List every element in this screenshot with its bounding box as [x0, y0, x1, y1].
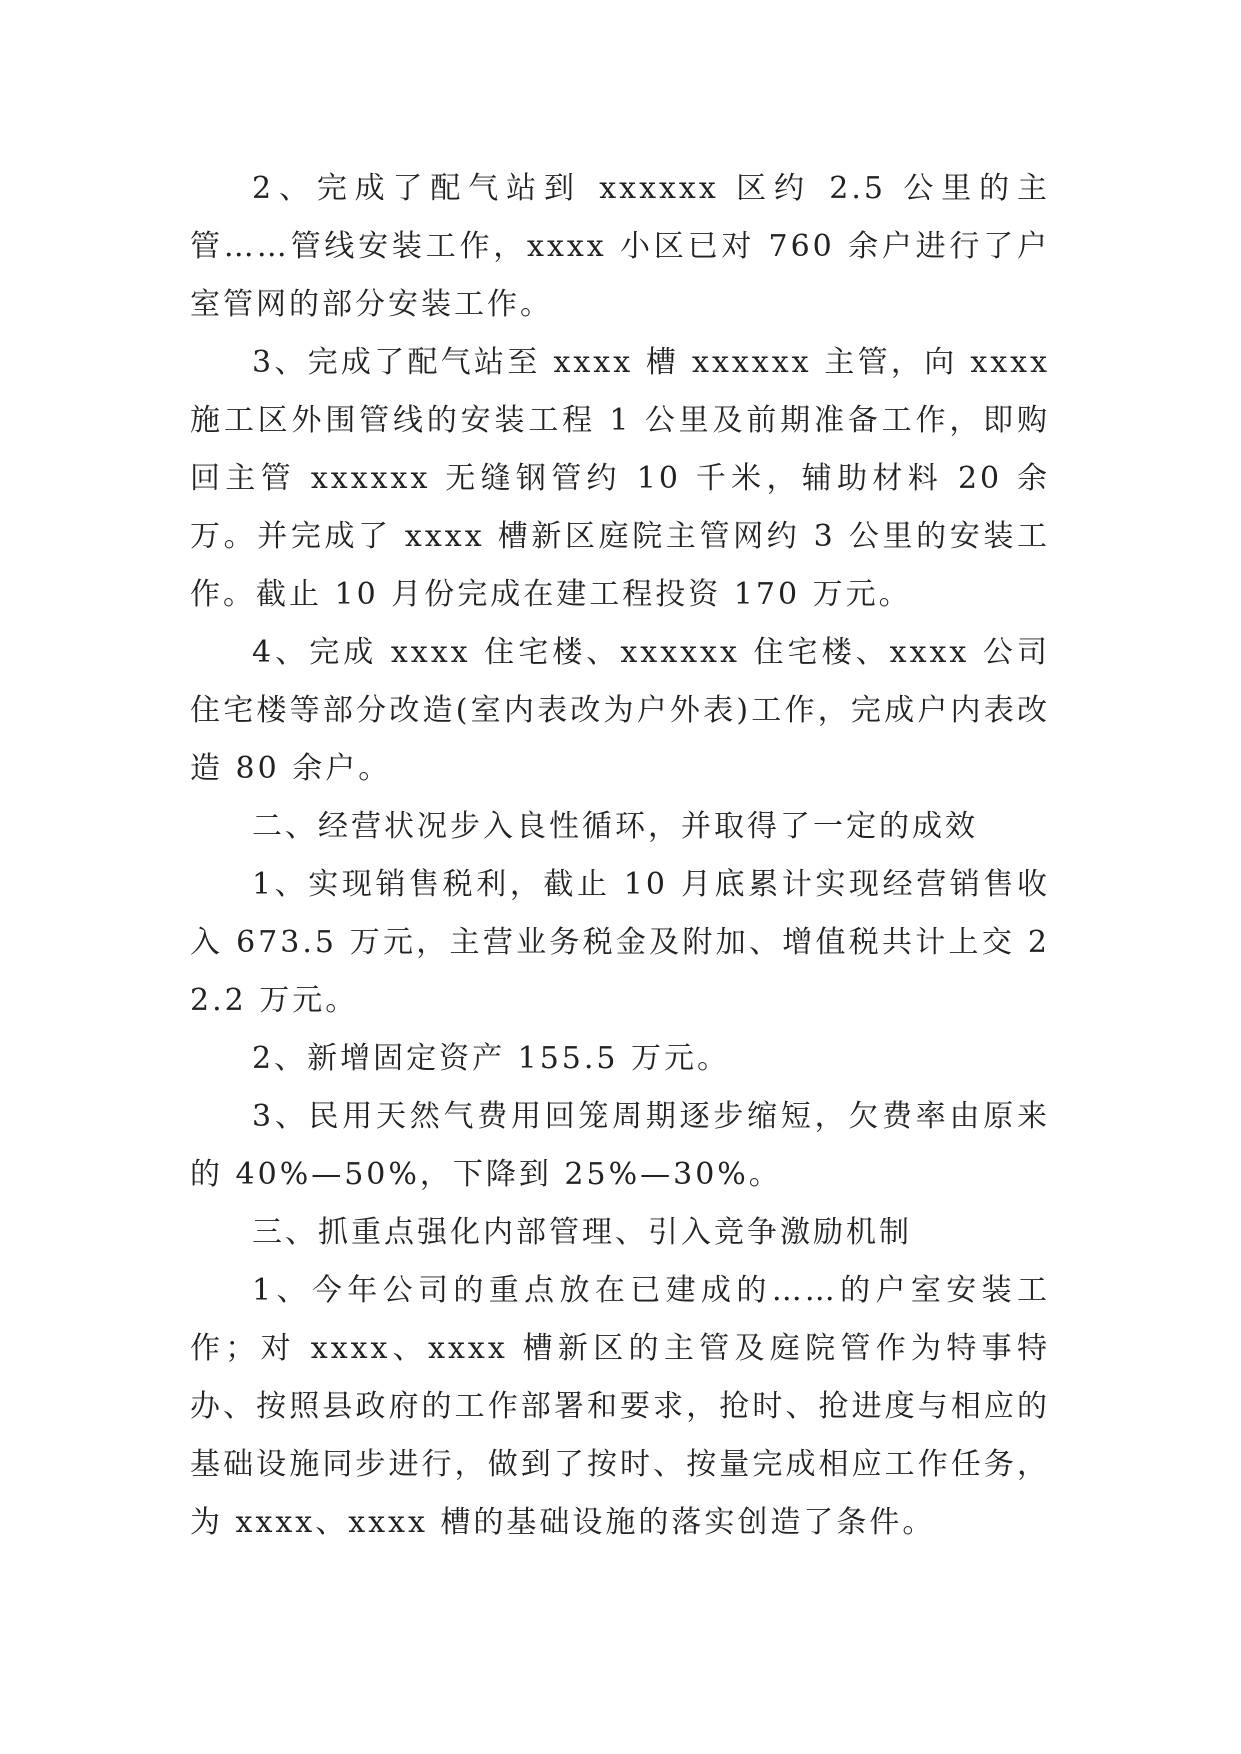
paragraph-sales-tax: 1、实现销售税利，截止 10 月底累计实现经营销售收入 673.5 万元，主营业务税金及附加、增值税共计上交 22.2 万元。	[190, 867, 1050, 1018]
document-body	[190, 160, 1050, 1552]
section-heading-2: 二、经营状况步入良性循环，并取得了一定的成效	[252, 809, 978, 844]
paragraph-item-2: 2、完成了配气站到 xxxxxx 区约 2.5 公里的主管……管线安装工作，xxxx 小区已对 760 余户进行了户室管网的部分安装工作。	[190, 171, 1050, 322]
paragraph-key-work: 1、今年公司的重点放在已建成的……的户室安装工作；对 xxxx、xxxx 槽新区的主管及庭院管作为特事特办、按照县政府的工作部署和要求，抢时、抢进度与相应的基础设施同步进行，做到了按时、按量完成相应工作任务，为 xxxx、xxxx 槽的基础设施的落实创造了条件。	[190, 1273, 1050, 1540]
paragraph-gas-fee: 3、民用天然气费用回笼周期逐步缩短，欠费率由原来的 40%—50%，下降到 25%—30%。	[190, 1099, 1050, 1192]
section-heading-3: 三、抓重点强化内部管理、引入竞争激励机制	[252, 1215, 912, 1250]
paragraph-item-3: 3、完成了配气站至 xxxx 槽 xxxxxx 主管，向 xxxx 施工区外围管线的安装工程 1 公里及前期准备工作，即购回主管 xxxxxx 无缝钢管约 10 千米，辅助材料 20 余万。并完成了 xxxx 槽新区庭院主管网约 3 公里的安装工作。截止 10 月份完成在建工程投资 170 万元。	[190, 345, 1050, 612]
paragraph-fixed-assets: 2、新增固定资产 155.5 万元。	[252, 1041, 731, 1076]
paragraph-item-4: 4、完成 xxxx 住宅楼、xxxxxx 住宅楼、xxxx 公司住宅楼等部分改造(室内表改为户外表)工作，完成户内表改造 80 余户。	[190, 635, 1050, 786]
